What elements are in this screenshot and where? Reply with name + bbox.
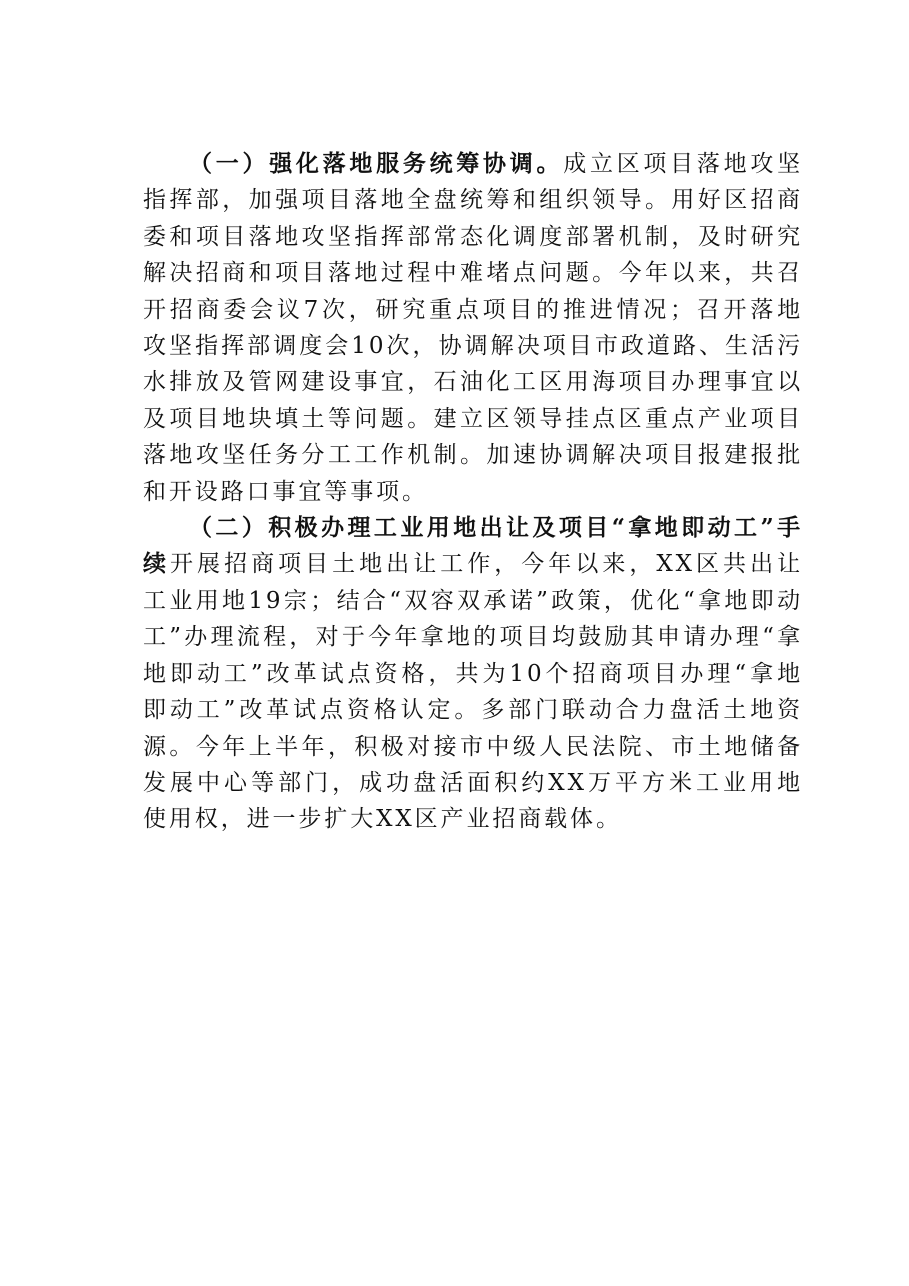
- paragraph-1-text: 成立区项目落地攻坚指挥部，加强项目落地全盘统筹和组织领导。用好区招商委和项目落地攻坚指挥部常态化调度部署机制，及时研究解决招商和项目落地过程中难堵点问题。今年以来，共召开招商委会议7次，研究重点项目的推进情况；召开落地攻坚指挥部调度会10次，协调解决项目市政道路、生活污水排放及管网建设事宜，石油化工区用海项目办理事宜以及项目地块填土等问题。建立区领导挂点区重点产业项目落地攻坚任务分工工作机制。加速协调解决项目报建报批和开设路口事宜等事项。: [143, 151, 803, 505]
- paragraph-1-heading: （一）强化落地服务统筹协调。: [189, 150, 564, 177]
- paragraph-2-text: 开展招商项目土地出让工作，今年以来，XX区共出让工业用地19宗；结合“双容双承诺”政策，优化“拿地即动工”办理流程，对于今年拿地的项目均鼓励其申请办理“拿地即动工”改革试点资格，共为10个招商项目办理“拿地即动工”改革试点资格认定。多部门联动合力盘活土地资源。今年上半年，积极对接市中级人民法院、市土地储备发展中心等部门，成功盘活面积约XX万平方米工业用地使用权，进一步扩大XX区产业招商载体。: [143, 551, 803, 833]
- paragraph-2-heading: （二）积极办理工业用地出让及项目“拿地即动工”手续: [143, 514, 803, 578]
- document-body: [143, 146, 803, 838]
- paragraph-1: [143, 146, 803, 510]
- paragraph-2: [143, 510, 803, 838]
